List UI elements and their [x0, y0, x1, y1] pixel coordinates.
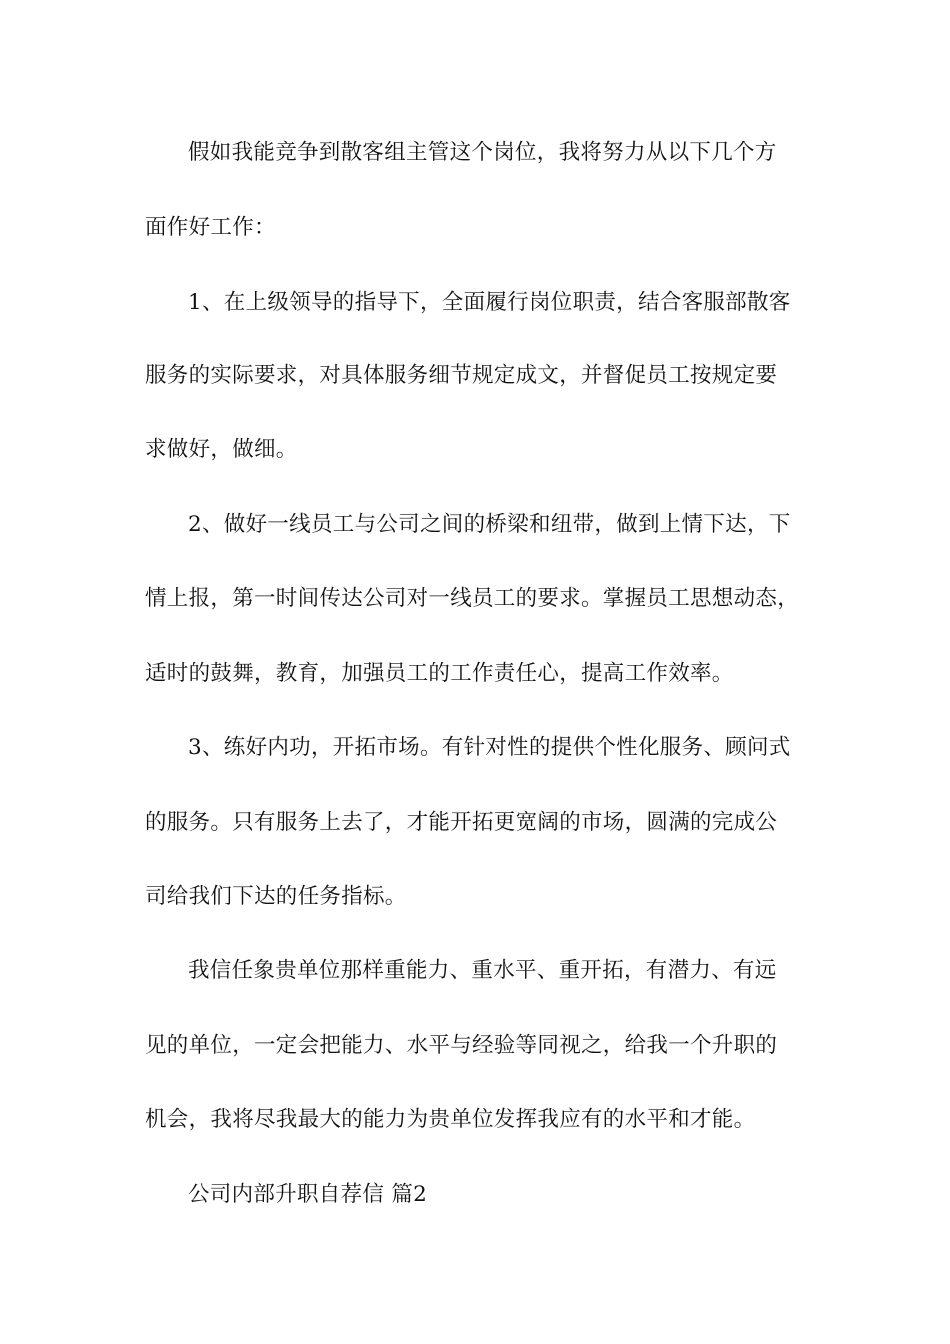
text-line: 1、在上级领导的指导下，全面履行岗位职责，结合客服部散客 — [188, 290, 791, 315]
text-line: 3、练好内功，开拓市场。有针对性的提供个性化服务、顾问式 — [188, 735, 791, 760]
text-line: 面作好工作： — [145, 215, 276, 240]
text-line: 司给我们下达的任务指标。 — [145, 884, 407, 909]
text-line: 假如我能竞争到散客组主管这个岗位，我将努力从以下几个方 — [188, 140, 777, 165]
text-line: 情上报，第一时间传达公司对一线员工的要求。掌握员工思想动态， — [145, 586, 800, 611]
section-heading: 公司内部升职自荐信 篇2 — [188, 1182, 428, 1207]
text-line: 的服务。只有服务上去了，才能开拓更宽阔的市场，圆满的完成公 — [145, 810, 778, 835]
text-line: 我信任象贵单位那样重能力、重水平、重开拓，有潜力、有远 — [188, 958, 777, 983]
text-line: 2、做好一线员工与公司之间的桥梁和纽带，做到上情下达，下 — [188, 512, 791, 537]
text-line: 适时的鼓舞，教育，加强员工的工作责任心，提高工作效率。 — [145, 661, 734, 686]
text-line: 求做好，做细。 — [145, 437, 298, 462]
text-line: 服务的实际要求，对具体服务细节规定成文，并督促员工按规定要 — [145, 363, 778, 388]
text-line: 见的单位，一定会把能力、水平与经验等同视之，给我一个升职的 — [145, 1033, 778, 1058]
text-line: 机会，我将尽我最大的能力为贵单位发挥我应有的水平和才能。 — [145, 1107, 756, 1132]
